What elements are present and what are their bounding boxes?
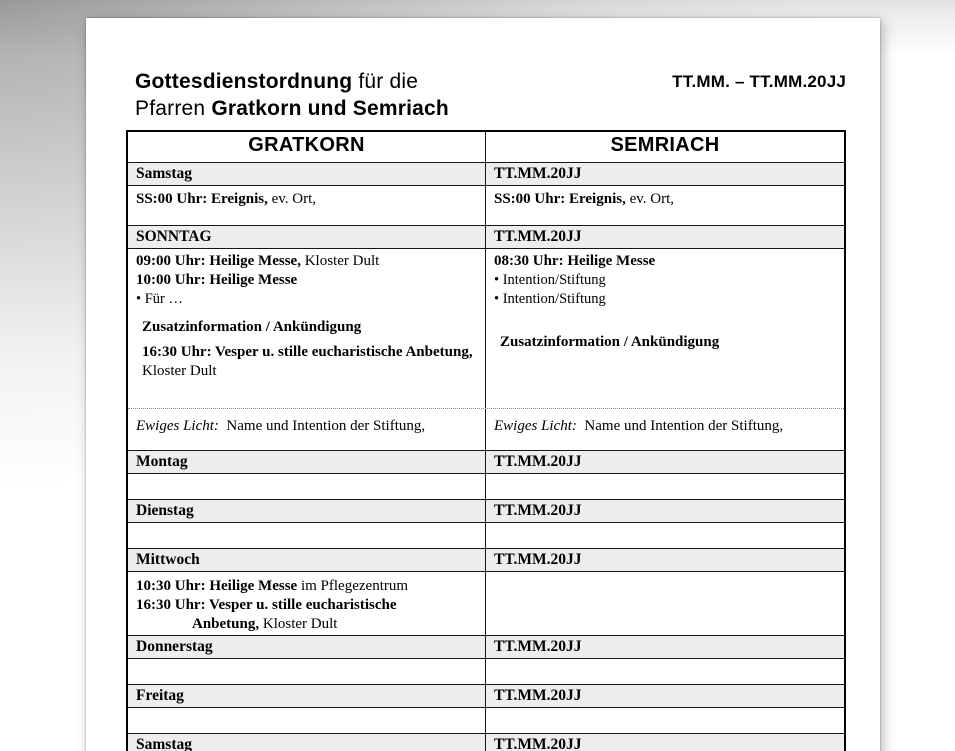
empty-cell — [128, 659, 486, 684]
text-segment: ev. Ort, — [625, 191, 675, 207]
text-segment: Zusatzinformation / Ankündigung — [500, 334, 720, 350]
table-row-ss — [128, 185, 844, 225]
schedule-line — [486, 252, 844, 271]
schedule-line — [486, 333, 844, 352]
schedule-line — [128, 318, 485, 337]
table-row-day — [128, 733, 844, 751]
document-header — [135, 68, 846, 122]
schedule-line — [486, 290, 844, 309]
text-segment: 16:30 Uhr: Vesper u. stille eucharistische Anbetung, — [142, 344, 473, 360]
schedule-line — [128, 615, 485, 634]
schedule-line — [128, 343, 485, 381]
empty-cell — [486, 708, 844, 733]
schedule-line — [128, 417, 485, 436]
day-cell: Mittwoch — [128, 549, 486, 571]
schedule-cell-right — [486, 186, 844, 225]
text-segment: • Intention/Stiftung — [494, 272, 606, 288]
text-segment: Anbetung, — [192, 616, 260, 632]
day-cell: Montag — [128, 451, 486, 473]
schedule-cell-left — [128, 249, 486, 408]
date-cell: TT.MM.20JJ — [486, 163, 844, 185]
page-title — [135, 68, 449, 122]
table-row-day — [128, 450, 844, 473]
schedule-line — [128, 596, 485, 615]
date-cell: TT.MM.20JJ — [486, 549, 844, 571]
text-segment: Name und Intention der Stiftung, — [576, 418, 784, 434]
day-cell: Donnerstag — [128, 636, 486, 658]
table-row-mitt — [128, 571, 844, 635]
text-segment: • Intention/Stiftung — [494, 291, 606, 307]
title-line-1 — [135, 68, 449, 95]
schedule-line — [486, 417, 844, 436]
empty-cell — [486, 523, 844, 548]
table-row-day — [128, 499, 844, 522]
day-cell: SONNTAG — [128, 226, 486, 248]
table-header-row — [128, 132, 844, 162]
table-row-day — [128, 162, 844, 185]
title-line2-bold: Gratkorn und Semriach — [211, 97, 449, 120]
schedule-table — [126, 130, 846, 751]
text-segment: • Für … — [136, 291, 183, 307]
schedule-cell-left — [128, 409, 486, 450]
title-main-bold: Gottesdienstordnung — [135, 70, 353, 93]
empty-cell — [486, 659, 844, 684]
table-row-main — [128, 248, 844, 408]
table-row-empty — [128, 522, 844, 548]
day-cell: Freitag — [128, 685, 486, 707]
column-header-semriach: SEMRIACH — [610, 134, 720, 156]
column-header-gratkorn: GRATKORN — [128, 132, 486, 162]
text-segment: ev. Ort, — [267, 191, 317, 207]
text-segment: Kloster Dult — [300, 253, 380, 269]
day-cell: Samstag — [128, 163, 486, 185]
empty-cell — [128, 474, 486, 499]
date-cell: TT.MM.20JJ — [486, 636, 844, 658]
text-segment: 09:00 Uhr: Heilige Messe, — [136, 253, 301, 269]
title-main-rest: für die — [352, 70, 419, 93]
day-cell: Samstag — [128, 734, 486, 751]
table-row-day — [128, 684, 844, 707]
date-cell: TT.MM.20JJ — [486, 226, 844, 248]
title-line-2 — [135, 95, 449, 122]
text-segment: Ewiges Licht: — [494, 418, 577, 434]
text-segment: Kloster Dult — [259, 616, 338, 632]
empty-cell — [128, 708, 486, 733]
date-cell: TT.MM.20JJ — [486, 734, 844, 751]
schedule-cell-right — [486, 249, 844, 408]
schedule-cell-left — [128, 186, 486, 225]
table-row-day — [128, 548, 844, 571]
text-segment: 10:30 Uhr: Heilige Messe — [136, 578, 298, 594]
text-segment: Zusatzinformation / Ankündigung — [142, 319, 362, 335]
schedule-line — [486, 190, 844, 209]
text-segment: 10:00 Uhr: Heilige Messe — [136, 272, 298, 288]
text-segment: Ewiges Licht: — [136, 418, 219, 434]
empty-cell — [128, 523, 486, 548]
day-cell: Dienstag — [128, 500, 486, 522]
schedule-line — [128, 252, 485, 271]
empty-cell — [486, 474, 844, 499]
table-row-day — [128, 225, 844, 248]
text-segment: Name und Intention der Stiftung, — [218, 418, 426, 434]
schedule-line — [128, 271, 485, 290]
date-cell: TT.MM.20JJ — [486, 685, 844, 707]
date-range: TT.MM. – TT.MM.20JJ — [672, 72, 846, 91]
text-segment: 08:30 Uhr: Heilige Messe — [494, 253, 656, 269]
schedule-line — [486, 271, 844, 290]
text-segment: 16:30 Uhr: Vesper u. stille eucharistische — [136, 597, 397, 613]
schedule-line — [128, 190, 485, 209]
schedule-line — [128, 577, 485, 596]
title-line2-prefix: Pfarren — [135, 97, 212, 120]
page-content — [86, 18, 880, 751]
schedule-cell-right — [486, 409, 844, 450]
table-row-empty — [128, 658, 844, 684]
table-row-ewig — [128, 408, 844, 450]
schedule-line — [128, 290, 485, 309]
table-row-day — [128, 635, 844, 658]
schedule-cell-left — [128, 572, 486, 635]
date-cell: TT.MM.20JJ — [486, 451, 844, 473]
date-cell: TT.MM.20JJ — [486, 500, 844, 522]
text-segment: im Pflegezentrum — [297, 578, 409, 594]
text-segment: SS:00 Uhr: Ereignis, — [136, 191, 268, 207]
table-row-empty — [128, 473, 844, 499]
table-row-empty — [128, 707, 844, 733]
document-page — [86, 18, 880, 751]
text-segment: Kloster Dult — [142, 344, 477, 379]
text-segment: SS:00 Uhr: Ereignis, — [494, 191, 626, 207]
schedule-cell-right — [486, 572, 844, 635]
